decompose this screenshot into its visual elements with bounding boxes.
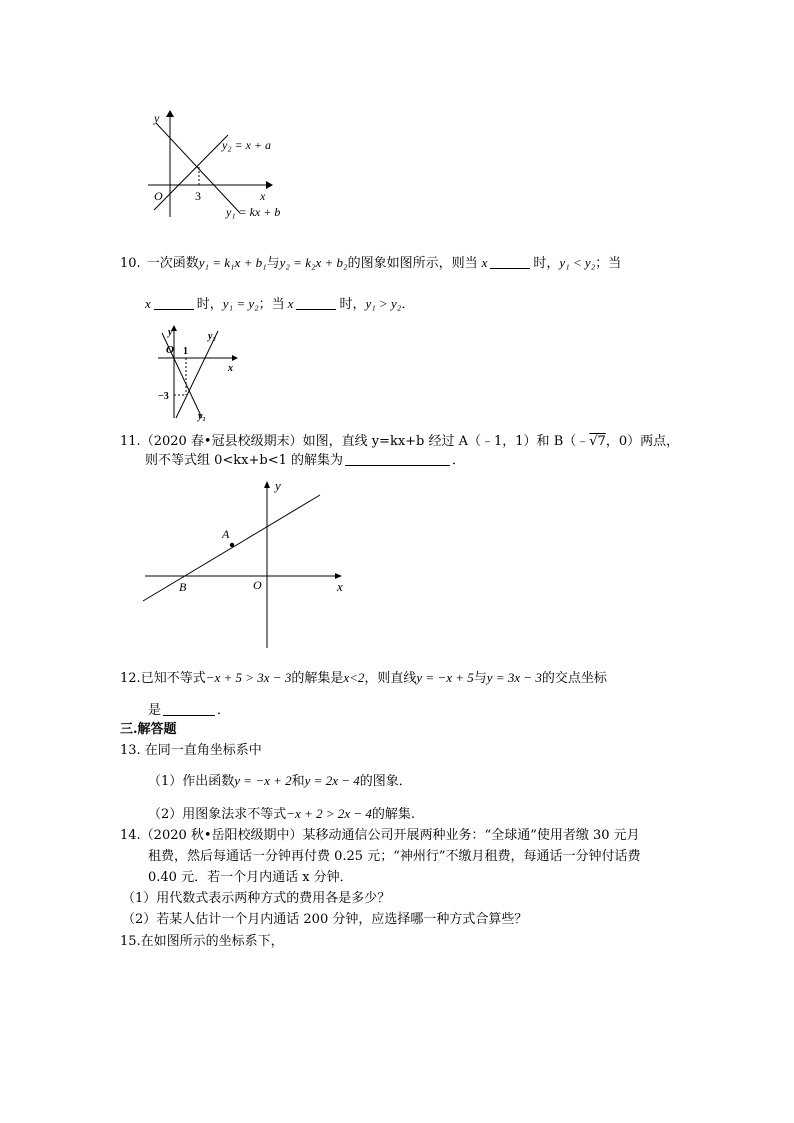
x-axis-arrow — [266, 181, 273, 189]
line2-label: y₂ = x + a — [222, 138, 272, 152]
question-13-head: 13. 在同一直角坐标系中 — [120, 743, 262, 758]
tick-label: 3 — [195, 189, 201, 203]
question-14-line2: 租费，然后每通话一分钟再付费 0.25 元；“神州行”不缴月租费，每通话一分钟付话费 — [148, 849, 641, 864]
question-12-line1: 12.已知不等式−x + 5 > 3x − 3的解集是x<2，则直线y = −x + 5与y = 3x − 3的交点坐标 — [120, 670, 607, 686]
question-14-part2: （2）若某人估计一个月内通话 200 分钟，应选择哪一种方式合算些？ — [122, 912, 528, 927]
answer-blank-3[interactable] — [296, 297, 336, 310]
y-axis-label: y — [168, 327, 173, 338]
x-axis-arrow — [232, 355, 238, 361]
section-heading: 三.解答题 — [120, 722, 177, 737]
point-A-label: A — [222, 527, 230, 541]
y-axis-label: y — [154, 111, 160, 125]
question-14-part1: （1）用代数式表示两种方式的费用各是多少？ — [122, 891, 391, 906]
figure-q11-graph — [135, 475, 360, 655]
y2-label: y₂ — [208, 331, 216, 342]
tick-1-label: 1 — [183, 346, 188, 357]
y-axis-label: y — [275, 478, 281, 493]
origin-label: O — [166, 344, 174, 356]
x-axis-label: x — [337, 579, 343, 594]
point-B-label: B — [179, 580, 187, 594]
sqrt-7: √7 — [589, 434, 606, 449]
question-13-part1: （1）作出函数y = −x + 2和y = 2x − 4的图象． — [148, 773, 412, 789]
figure-q10-graph — [150, 323, 245, 423]
line-y2 — [176, 331, 218, 418]
question-12-line2: 是 ． — [148, 703, 231, 718]
answer-blank-2[interactable] — [154, 297, 194, 310]
question-11-line1: 11.（2020 春•冠县校级期末）如图，直线 y=kx+b 经过 A（﹣1，1）和 B（﹣√7，0）两点， — [120, 434, 680, 449]
line-y2 — [154, 135, 228, 210]
x-axis-label: x — [228, 363, 233, 374]
question-11-line2: 则不等式组 0<kx+b<1 的解集为 ． — [145, 453, 466, 468]
line-kx-b — [143, 495, 320, 601]
origin-label: O — [253, 578, 262, 592]
question-10-line2: x 时，y₁ = y₂；当 x 时，y₁ > y₂． — [145, 296, 415, 312]
x-axis-label: x — [260, 189, 266, 203]
y-axis-arrow — [264, 481, 270, 488]
line1-label: y₁ = kx + b — [226, 205, 281, 219]
answer-blank-q11[interactable] — [345, 453, 450, 466]
origin-label: O — [154, 189, 163, 203]
question-13-part2: （2）用图象法求不等式−x + 2 > 2x − 4的解集. — [148, 806, 416, 822]
question-14-line1: 14.（2020 秋•岳阳校级期中）某移动通信公司开展两种业务：“全球通”使用者缴 30 元月 — [120, 828, 640, 843]
y1-label: y₁ — [198, 411, 206, 422]
question-10-line1: 10. 一次函数y₁ = k₁x + b₁与y₂ = k₂x + b₂的图象如图所示，则当 x 时，y₁ < y₂；当 — [120, 255, 622, 271]
answer-blank-1[interactable] — [490, 256, 530, 269]
question-14-line3: 0.40 元．若一个月内通话 x 分钟． — [148, 870, 353, 885]
y-axis-arrow — [166, 110, 174, 117]
minus3-label: −3 — [158, 391, 169, 402]
question-15-line1: 15.在如图所示的坐标系下， — [120, 934, 284, 949]
answer-blank-q12[interactable] — [163, 703, 215, 716]
figure-q9-graph — [140, 105, 300, 225]
point-A — [230, 543, 234, 547]
